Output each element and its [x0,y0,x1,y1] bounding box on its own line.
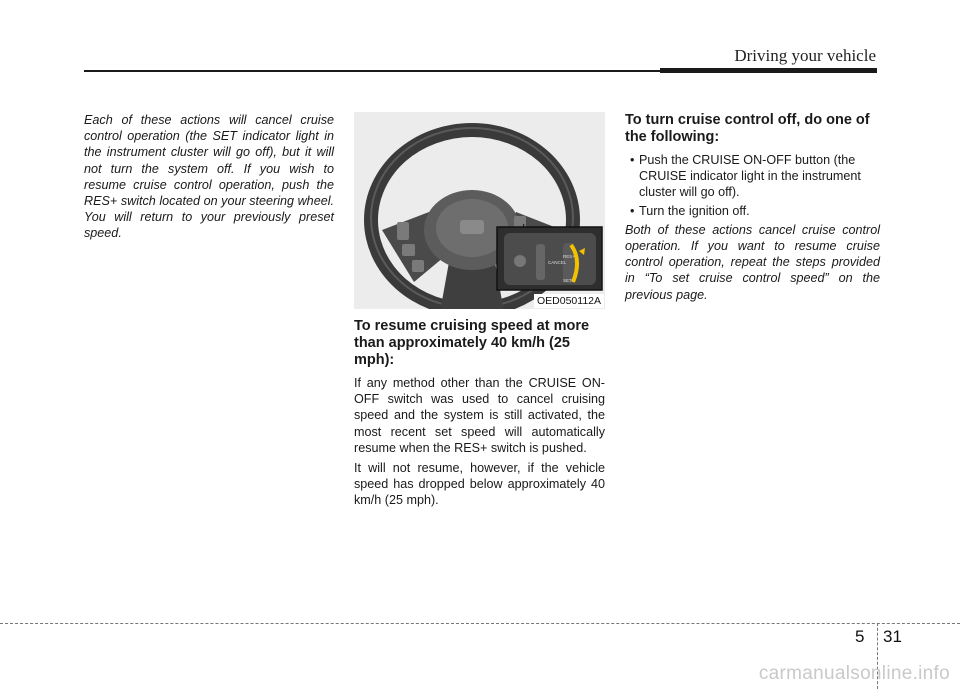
section-title: Driving your vehicle [734,46,876,65]
footer-rule [0,623,960,624]
set-switch-label: SET- [563,278,574,283]
header-rule-accent [660,68,877,73]
right-column [625,112,880,303]
steering-wheel-illustration [354,112,605,309]
list-item-text: Push the CRUISE ON-OFF button (the CRUISE indicator light in the instrument cluster will go off). [639,153,861,200]
watermark: carmanualsonline.info [758,663,950,684]
resume-paragraph-2: It will not resume, however, if the vehicle speed has dropped below approximately 40 km/h (25 mph). [354,461,605,508]
figure-caption: OED050112A [534,294,604,308]
bullet-icon: • [630,203,635,218]
resume-paragraph-1: If any method other than the CRUISE ON-OFF switch was used to cancel cruising speed and the system is still activated, the most recent set speed will automatically resume when the RES+ switch is pushed. [354,376,605,455]
res-switch-label: RES+ [563,254,575,259]
bullet-icon: • [630,153,635,167]
turn-off-note: Both of these actions cancel cruise control operation. If you want to resume cruise control operation, repeat the steps provided in “To set cruise control speed” on the previous page. [625,222,880,302]
list-item [625,152,880,201]
turn-off-list [625,152,880,219]
left-column [84,112,334,242]
steering-wheel-figure [354,112,605,309]
turn-off-heading: To turn cruise control off, do one of the following: [625,112,870,145]
resume-heading: To resume cruising speed at more than approximately 40 km/h (25 mph): [354,318,590,368]
page-number: 31 [883,627,902,646]
list-item-text: Turn the ignition off. [639,203,750,218]
list-item [625,203,880,219]
middle-column [354,112,605,513]
cancel-switch-label: CANCEL [548,260,567,265]
chapter-number: 5 [855,627,865,646]
cancel-note-paragraph: Each of these actions will cancel cruise control operation (the SET indicator light in the instrument cluster will go off), but it will not turn the system off. If you wish to resume cruise control operation, push the RES+ switch located on your steering wheel. You will return to your previously preset speed. [84,113,334,241]
